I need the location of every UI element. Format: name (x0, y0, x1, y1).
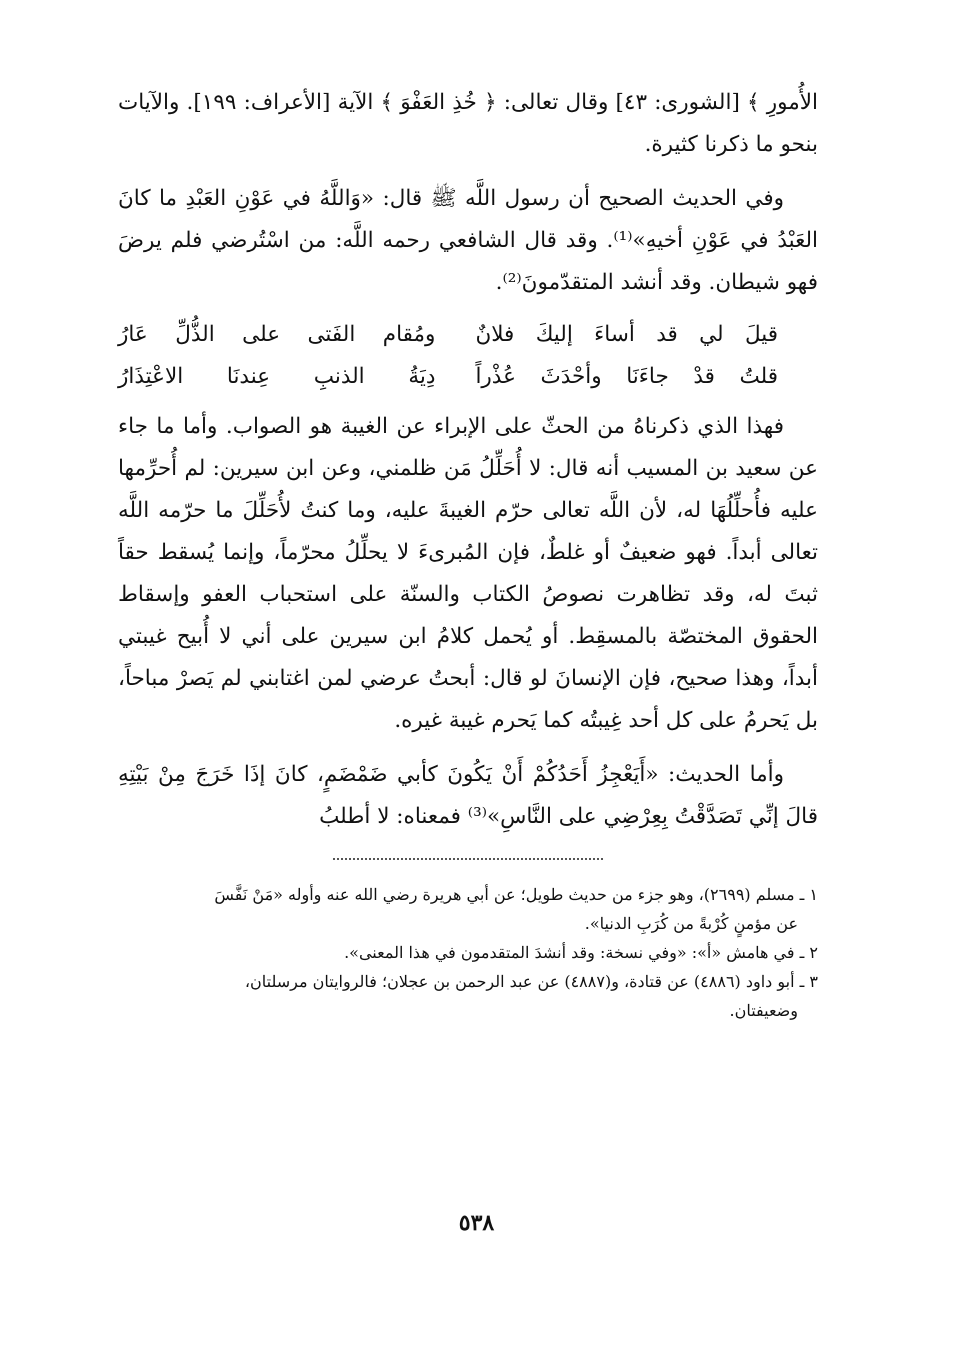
footnote-3: ٣ ـ أبو داود (٤٨٨٦) عن قتادة، و(٤٨٨٧) عن عبد الرحمن بن عجلان؛ فالروايتان مرسلتان، (244, 972, 818, 991)
footnote-1: ١ ـ مسلم (٢٦٩٩)، وهو جزء من حديث طويل؛ عن أبي هريرة رضي الله عنه وأوله «مَنْ نَفَّسَ (214, 885, 818, 904)
page-number: ٥٣٨ (458, 1210, 495, 1236)
footnotes (118, 880, 818, 1025)
paragraph-hadith-shafii: وفي الحديث الصحيح أن رسول اللَّه ﷺ قال: «وَاللَّهُ في عَوْنِ العَبْدِ ما كانَ العَبْدُ في عَوْنِ أخيهِ»⁽¹⁾. وقد قال الشافعي رحمه اللَّه: من اسْتُرضي فلم يرضَ فهو شيطان. وقد أنشد المتقدّمونَ⁽²⁾. (118, 186, 819, 295)
verse-second-hemistich: دِيَةُ الذنبِ عِندنَا الاعْتِذَارُ (118, 364, 436, 389)
footnote-separator (333, 844, 603, 860)
verse-second-hemistich: ومُقام الفَتى على الذُّلِّ عَارُ (118, 322, 436, 347)
footnote-1-continuation: عن مؤمنٍ كُرْبةً من كُرَبِ الدنيا». (584, 914, 798, 933)
paragraph-backbiting-ruling: فهذا الذي ذكرناهُ من الحثّ على الإبراء عن الغيبة هو الصواب. وأما ما جاء عن سعيد بن المسيب أنه قال: لا أُحَلِّلُ مَن ظلمني، وعن ابن سيرين: لم أُحرِّمها عليه فأُحلِّلُهَا له، لأن اللَّه تعالى حرّم الغيبةَ عليه، وما كنتُ لأُحَلِّلَ ما حرّمه اللَّه تعالى أبداً. فهو ضعيفٌ أو غلطٌ، فإن المُبرىءَ لا يحلِّلُ محرّماً، وإنما يُسقط حقاً ثبتَ له، وقد تظاهرت نصوصُ الكتاب والسنّة على استحباب العفو وإسقاط الحقوق المختصّة بالمسقِط. أو يُحمل كلامُ ابن سيرين على أني لا أُبيح غيبتي أبداً، وهذا صحيح، فإن الإنسانَ لو قال: أبحتُ عرضي لمن اغتابني لم يَصرْ مباحاً، بل يَحرمُ على كل أحد غِيبتُه كما يَحرم غيبة غيره. (118, 414, 818, 733)
verse-first-hemistich: قيلَ لي قد أساءَ إليكَ فلانٌ (475, 322, 778, 347)
footnote-2: ٢ ـ في هامش «أ»: «وفي نسخة: وقد أنشدَ المتقدمون في هذا المعنى». (344, 943, 818, 962)
verse-first-hemistich: قلتُ قدْ جاءَنَا وأحْدَثَ عُذْراً (475, 364, 778, 389)
paragraph-quran-verses: الأُمورِ ﴾ [الشورى: ٤٣] وقال تعالى: ﴿ خُذِ العَفْوَ ﴾ الآية [الأعراف: ١٩٩]. والآيات بنحو ما ذكرنا كثيرة. (118, 90, 818, 157)
verse-line (118, 356, 818, 398)
verse-line (118, 314, 818, 356)
paragraph-abu-damdam-hadith: وأما الحديث: «أَيَعْجِزُ أَحَدُكُمْ أَنْ يَكُونَ كأبي ضَمْضَمٍ، كانَ إذَا خَرَجَ مِنْ بَيْتِهِ قالَ إنِّي تَصَدَّقْتُ بِعِرْضِي على النَّاسِ»⁽³⁾ فمعناه: لا أطلبُ (118, 762, 818, 829)
footnote-3-continuation: وضعيفتان. (729, 1001, 798, 1020)
poetry-verses (118, 314, 818, 398)
page-body (118, 82, 818, 1025)
